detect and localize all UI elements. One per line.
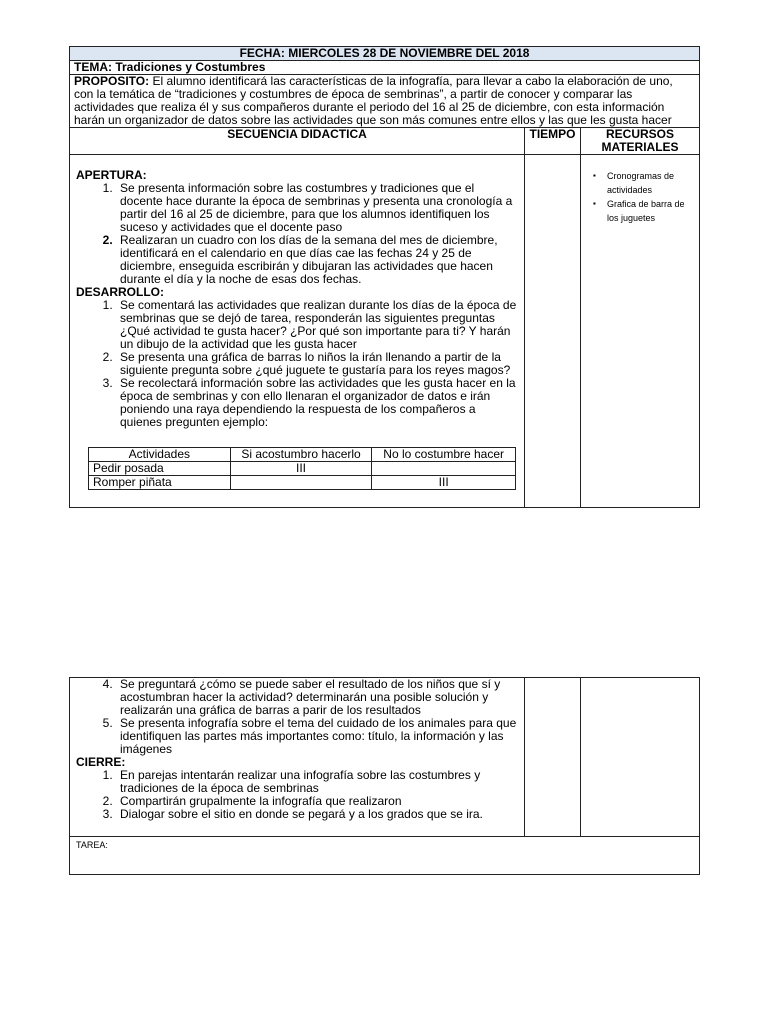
list-item: 4. Se preguntará ¿cómo se puede saber el resultado de los niños que sí y acostumbran hacer la actividad? determinarán una posible solución y realizarán una gráfica de barras a parir de los resultados [116, 678, 518, 717]
list-item: 5. Se presenta infografía sobre el tema del cuidado de los animales para que identifiquen las partes más importantes como: título, la información y las imágenes [116, 717, 518, 756]
proposito-text: El alumno identificará las características de la infografía, para llevar a cabo la elaboración de uno, con la temática de “tradiciones y costumbres de época de sembrinas”, a partir de conocer y comparar las actividades que realiza él y sus compañeros durante el periodo del 16 al 25 de diciembre, con esta información harán un organizador de datos sobre las actividades que son más comunes entre ellos y las que les gusta hacer [74, 74, 673, 127]
lesson-plan-table-page-2 [69, 677, 700, 875]
list-item: ▪ Grafica de barra de los juguetes [607, 197, 695, 225]
table-header-cell: Si acostumbro hacerlo [230, 448, 372, 462]
list-item: 2. Se presenta una gráfica de barras lo niños la irán llenando a partir de la siguiente pregunta sobre ¿qué juguete te gustaría para los reyes magos? [116, 351, 518, 377]
recursos-list [585, 169, 695, 225]
list-item: 1. Se comentará las actividades que realizan durante los días de la época de sembrinas que se dejó de tarea, responderán las siguientes preguntas ¿Qué actividad te gusta hacer? ¿Por qué son importante para ti? Y harán un dibujo de la actividad que les gusta hacer [116, 299, 518, 351]
cierre-title: CIERRE: [76, 755, 126, 769]
table-cell: III [230, 462, 372, 476]
lesson-plan-table-page-1 [69, 46, 700, 508]
desarrollo-title: DESARROLLO: [76, 285, 164, 299]
table-cell: Pedir posada [89, 462, 231, 476]
cierre-list [76, 769, 518, 821]
list-item: 2. Compartirán grupalmente la infografía que realizaron [116, 795, 518, 808]
proposito-row [70, 75, 700, 128]
table-header-cell: Actividades [89, 448, 231, 462]
proposito-label: PROPOSITO: [74, 74, 150, 88]
apertura-list [76, 182, 518, 286]
col-secuencia: SECUENCIA DIDACTICA [70, 128, 525, 155]
recursos-body-continued [581, 678, 700, 837]
table-row [89, 476, 516, 490]
recursos-body [581, 155, 700, 508]
secuencia-body [70, 155, 525, 508]
list-item: 3. Se recolectará información sobre las actividades que les gusta hacer en la época de sembrinas y con ello llenaran el organizador de datos e irán poniendo una raya dependiendo la respuesta de los compañeros a quienes pregunten ejemplo: [116, 377, 518, 429]
list-item: 1. En parejas intentarán realizar una infografía sobre las costumbres y tradiciones de la época de sembrinas [116, 769, 518, 795]
col-tiempo: TIEMPO [525, 128, 581, 155]
tema-value: Tradiciones y Costumbres [115, 60, 266, 74]
table-cell [372, 462, 516, 476]
list-item: 1. Se presenta información sobre las costumbres y tradiciones que el docente hace durante la época de sembrinas y presenta una cronología a partir del 16 al 25 de diciembre, para que los alumnos identifiquen los suceso y actividades que el docente paso [116, 182, 518, 234]
list-item: ▪ Cronogramas de actividades [607, 169, 695, 197]
table-row [89, 448, 516, 462]
desarrollo-list [76, 299, 518, 429]
list-item: 2. Realizaran un cuadro con los días de la semana del mes de diciembre, identificará en el calendario en que días cae las fechas 24 y 25 de diciembre, enseguida escribirán y dibujaran las actividades que hacen durante el día y la noche de esas dos fechas. [116, 234, 518, 286]
table-header-cell: No lo costumbre hacer [372, 448, 516, 462]
table-row [89, 462, 516, 476]
date-header: FECHA: MIERCOLES 28 DE NOVIEMBRE DEL 2018 [70, 47, 700, 61]
tema-label: TEMA: [74, 60, 112, 74]
desarrollo-list-continued [76, 678, 518, 756]
tarea-row: TAREA: [70, 837, 700, 875]
apertura-title: APERTURA: [76, 168, 147, 182]
list-item: 3. Dialogar sobre el sitio en donde se pegará y a los grados que se ira. [116, 808, 518, 821]
table-cell [230, 476, 372, 490]
secuencia-body-continued [70, 678, 525, 837]
tema-row [70, 61, 700, 75]
tiempo-body-continued [525, 678, 581, 837]
col-recursos: RECURSOS MATERIALES [581, 128, 700, 155]
table-cell: Romper piñata [89, 476, 231, 490]
table-cell: III [372, 476, 516, 490]
tiempo-body [525, 155, 581, 508]
activities-organizer-table [88, 447, 516, 490]
